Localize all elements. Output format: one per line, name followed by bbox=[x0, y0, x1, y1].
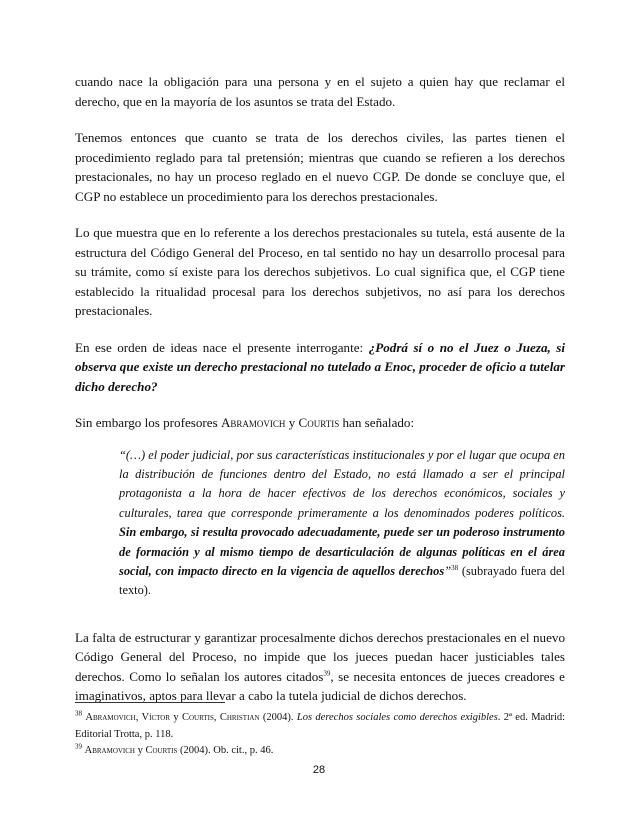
paragraph-5 bbox=[75, 413, 565, 433]
footnote-38 bbox=[75, 710, 565, 743]
footnote-number: 38 bbox=[75, 709, 82, 718]
intro-text: han señalado: bbox=[339, 415, 415, 430]
author-name: Courtis, Christian bbox=[181, 712, 260, 723]
footnote-number: 39 bbox=[75, 742, 82, 751]
quote-bold: Sin embargo, si resulta provocado adecuadamente, puede ser un poderoso instrumento de formación y al mismo tiempo de desarticulación de algunas políticas en el área social, con impacto directo en la vigencia de aquellos derechos bbox=[119, 525, 565, 578]
quote-italic: “(…) el poder judicial, por sus características institucionales y por el lugar que ocupa en la distribución de funciones dentro del Estado, no está llamado a ser el principal protagonista a la hora de hacer efectivos de los derechos económicos, sociales y culturales, tarea que corresponde primeramente a los denominados poderes políticos. bbox=[119, 447, 565, 520]
conjunction: y bbox=[170, 712, 182, 723]
author-name: Abramovich bbox=[220, 415, 286, 430]
paragraph-6-text: La falta de estructurar y garantizar procesalmente dichos derechos prestacionales en el nuevo Código General del Proceso, no impide que los jueces puedan hacer justiciables tales derechos. Como lo señalan los autores citados bbox=[75, 629, 565, 684]
paragraph-6-tail: , se necesita entonces de jueces creadores e imaginativos, aptos para llevar a cabo la tutela judicial de dichos derechos. bbox=[75, 668, 565, 704]
block-quote bbox=[119, 446, 565, 601]
page-body bbox=[75, 72, 565, 706]
intro-text: Sin embargo los profesores bbox=[75, 415, 221, 430]
author-name: Abramovich bbox=[84, 745, 135, 756]
conjunction: y bbox=[135, 745, 146, 756]
paragraph-1: cuando nace la obligación para una persona y en el sujeto a quien hay que reclamar el derecho, que en la mayoría de los asuntos se trata del Estado. bbox=[75, 74, 565, 109]
footnote-ref-38[interactable]: 38 bbox=[451, 563, 459, 572]
conjunction: y bbox=[285, 415, 299, 430]
paragraph-6 bbox=[75, 628, 565, 706]
research-question: ¿Podrá sí o no el Juez o Jueza, si observa que existe un derecho prestacional no tutelado a Enoc, proceder de oficio a tutelar dicho derecho? bbox=[75, 339, 566, 394]
author-name: Abramovich, Víctor bbox=[85, 712, 170, 723]
book-title: Los derechos sociales como derechos exigibles bbox=[296, 712, 498, 723]
footnotes bbox=[75, 710, 565, 760]
citation-rest: (2004). Ob. cit., p. 46. bbox=[177, 745, 274, 756]
footnote-divider bbox=[75, 702, 225, 703]
footnote-ref-39[interactable]: 39 bbox=[323, 669, 331, 678]
quote-tail: (subrayado fuera del texto). bbox=[119, 563, 565, 598]
footnote-39 bbox=[75, 743, 565, 760]
paragraph-4 bbox=[75, 338, 565, 397]
author-name: Courtis bbox=[145, 745, 178, 756]
page-number: 28 bbox=[312, 764, 326, 776]
paragraph-3: Lo que muestra que en lo referente a los derechos prestacionales su tutela, está ausente de la estructura del Código General del Proceso, en tal sentido no hay un desarrollo procesal para su trámite, como sí existe para los derechos subjetivos. Lo cual significa que, el CGP tiene establecido la ritualidad procesal para los derechos subjetivos, no así para los derechos prestacionales. bbox=[75, 225, 565, 318]
paragraph-2: Tenemos entonces que cuanto se trata de los derechos civiles, las partes tienen el procedimiento reglado para tal pretensión; mientras que cuando se refieren a los derechos prestacionales, no hay un proceso reglado en el nuevo CGP. De donde se concluye que, el CGP no establece un procedimiento para los derechos prestacionales. bbox=[75, 130, 565, 204]
author-name: Courtis bbox=[298, 415, 340, 430]
citation-rest: . 2ª ed. Madrid: Editorial Trotta, p. 118. bbox=[75, 712, 566, 740]
year: (2004). bbox=[259, 712, 297, 723]
question-lead: En ese orden de ideas nace el presente interrogante: bbox=[75, 339, 369, 355]
quote-close: ” bbox=[444, 563, 452, 578]
